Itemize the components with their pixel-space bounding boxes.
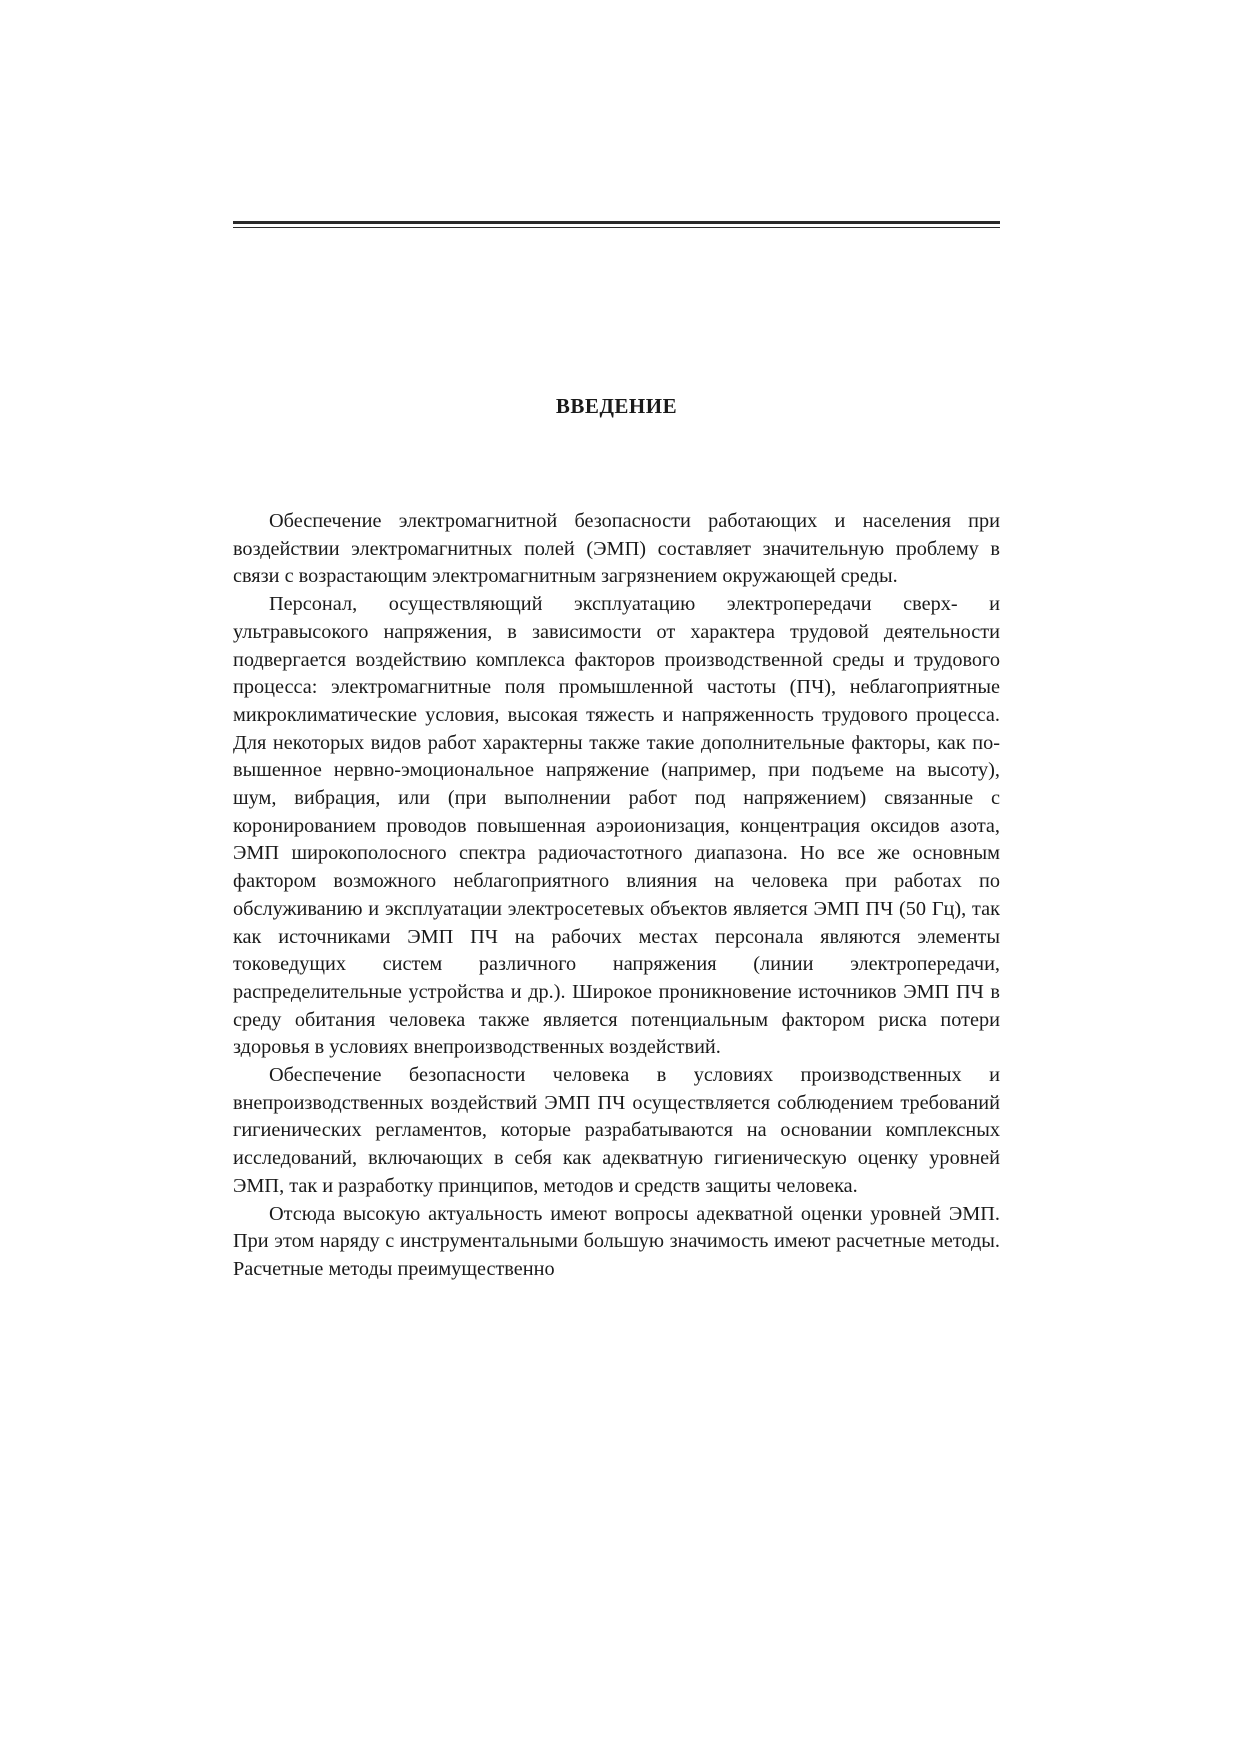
section-heading: ВВЕДЕНИЕ <box>555 394 678 418</box>
header-double-rule <box>233 221 1000 229</box>
paragraph: Обеспечение электромагнитной безопасности работающих и населения при воздействии электромагнитных полей (ЭМП) составляет значительную проблему в связи с возрастающим электромагнитным загрязнением окружающей среды. <box>233 510 1000 588</box>
header-rule-thick <box>233 221 1000 224</box>
paragraph: Обеспечение безопасности человека в условиях производственных и внепроизводственных воздействий ЭМП ПЧ осуществляется соблюдением требований гигиенических регламентов, которые разрабатываются на основании комплексных исследований, включающих в себя как адекватную гигиеническую оценку уровней ЭМП, так и разработку принципов, методов и средств защиты человека. <box>233 1064 1000 1197</box>
paragraph: Отсюда высокую актуальность имеют вопросы адекватной оценки уровней ЭМП. При этом наряду с инструментальными большую значимость имеют расчетные методы. Расчетные методы преимущественно <box>233 1202 1000 1280</box>
paragraph: Персонал, осуществляющий эксплуатацию электропередачи сверх- и ультравысокого напряжения, в зависимости от характера трудовой деятельности подвергается воздействию комплекса факторов производственной среды и трудового процесса: электромагнитные поля промышленной частоты (ПЧ), неблагоприятные микроклиматические условия, высокая тяжесть и напряженность трудового процесса. Для некоторых видов работ характерны также такие дополнительные факторы, как повышенное нервно-эмоциональное напряжение (например, при подъеме на высоту), шум, вибрация, или (при выполнении работ под напряжением) связанные с коронированием проводов повышенная аэроионизация, концентрация оксидов азота, ЭМП широкополосного спектра радиочастотного диапазона. Но все же основным фактором возможного неблагоприятного влияния на человека при работах по обслуживанию и эксплуатации электросетевых объектов является ЭМП ПЧ (50 Гц), так как источниками ЭМП ПЧ на рабочих местах персонала являются элементы токоведущих систем различного напряжения (линии электропередачи, распределительные устройства и др.). Широкое проникновение источников ЭМП ПЧ в среду обитания человека также является потенциальным фактором риска потери здоровья в условиях внепроизводственных воздействий. <box>233 593 1000 1059</box>
header-rule-thin <box>233 227 1000 228</box>
body-text <box>233 508 1000 1284</box>
